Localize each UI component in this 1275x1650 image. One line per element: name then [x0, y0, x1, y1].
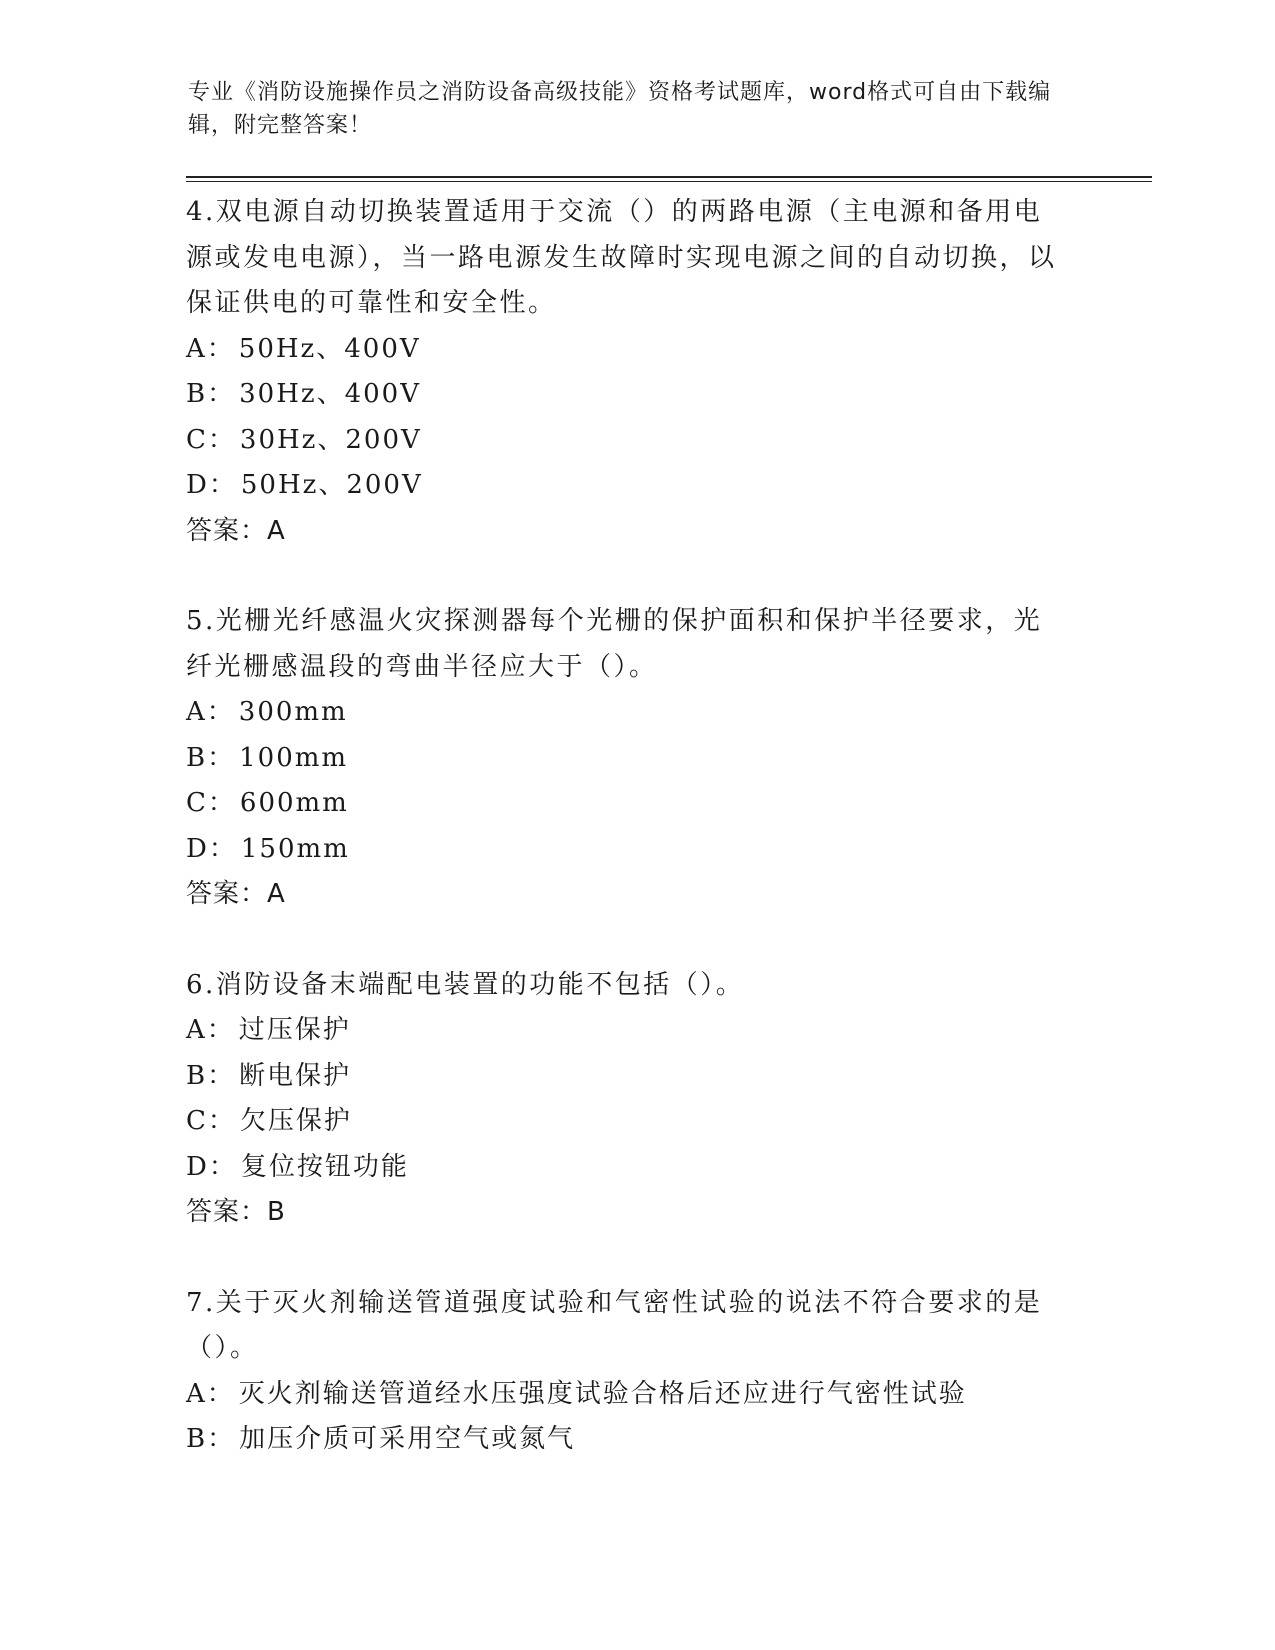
- question-7: [186, 1281, 1066, 1463]
- option-letter: A：: [186, 1015, 235, 1045]
- question-4: [186, 190, 1066, 554]
- option-letter: D：: [186, 833, 237, 864]
- option-text: 150mm: [240, 833, 350, 864]
- option-a: [186, 1372, 1066, 1418]
- header-divider: [186, 176, 1152, 178]
- question-stem: 5.光栅光纤感温火灾探测器每个光栅的保护面积和保护半径要求，光纤光栅感温段的弯曲半径应大于（）。: [186, 606, 1043, 682]
- option-text: 30Hz、400V: [239, 379, 421, 409]
- question-list: [186, 190, 1066, 1463]
- option-text: 50Hz、400V: [238, 333, 421, 364]
- option-text: 300mm: [238, 697, 348, 727]
- option-a: [186, 327, 1066, 373]
- option-text: 灭火剂输送管道经水压强度试验合格后还应进行气密性试验: [238, 1378, 967, 1409]
- document-intro: 专业《消防设施操作员之消防设备高级技能》资格考试题库，word格式可自由下载编辑，附完整答案！: [188, 80, 1052, 138]
- option-letter: D：: [186, 470, 237, 500]
- option-text: 过压保护: [238, 1015, 351, 1045]
- option-text: 加压介质可采用空气或氮气: [239, 1424, 576, 1454]
- option-text: 断电保护: [239, 1060, 352, 1091]
- option-letter: A：: [186, 1378, 235, 1409]
- question-stem: 7.关于灭火剂输送管道强度试验和气密性试验的说法不符合要求的是（）。: [186, 1287, 1043, 1363]
- option-text: 30Hz、200V: [239, 424, 422, 455]
- option-text: 复位按钮功能: [240, 1151, 409, 1182]
- option-b: [186, 1417, 1066, 1463]
- option-d: [186, 463, 1066, 509]
- option-a: [186, 1008, 1066, 1054]
- option-letter: C：: [186, 1106, 236, 1136]
- question-5: [186, 599, 1066, 918]
- option-letter: B：: [186, 1424, 236, 1454]
- option-letter: A：: [186, 697, 235, 727]
- question-stem: 4.双电源自动切换装置适用于交流（）的两路电源（主电源和备用电源或发电电源），当一路电源发生故障时实现电源之间的自动切换，以保证供电的可靠性和安全性。: [186, 197, 1057, 318]
- header-divider-thin: [186, 181, 1152, 182]
- option-b: [186, 736, 1066, 782]
- answer-line: 答案：B: [186, 1197, 286, 1227]
- option-c: [186, 1099, 1066, 1145]
- answer-line: 答案：A: [186, 879, 286, 909]
- answer-line: 答案：A: [186, 515, 286, 546]
- option-letter: A：: [186, 333, 235, 364]
- option-d: [186, 1145, 1066, 1191]
- option-letter: B：: [186, 379, 236, 409]
- option-d: [186, 827, 1066, 873]
- question-6: [186, 963, 1066, 1236]
- option-letter: C：: [186, 788, 236, 818]
- option-c: [186, 781, 1066, 827]
- option-b: [186, 372, 1066, 418]
- option-text: 100mm: [239, 742, 349, 773]
- question-stem: 6.消防设备末端配电装置的功能不包括（）。: [186, 969, 745, 1000]
- option-text: 600mm: [239, 788, 349, 818]
- spacer: [186, 918, 1066, 963]
- option-text: 欠压保护: [239, 1106, 352, 1136]
- option-text: 50Hz、200V: [240, 470, 423, 500]
- option-letter: B：: [186, 1060, 236, 1091]
- option-letter: B：: [186, 742, 236, 773]
- option-b: [186, 1054, 1066, 1100]
- spacer: [186, 1236, 1066, 1281]
- option-c: [186, 418, 1066, 464]
- option-letter: C：: [186, 424, 236, 455]
- option-letter: D：: [186, 1151, 237, 1182]
- spacer: [186, 554, 1066, 599]
- option-a: [186, 690, 1066, 736]
